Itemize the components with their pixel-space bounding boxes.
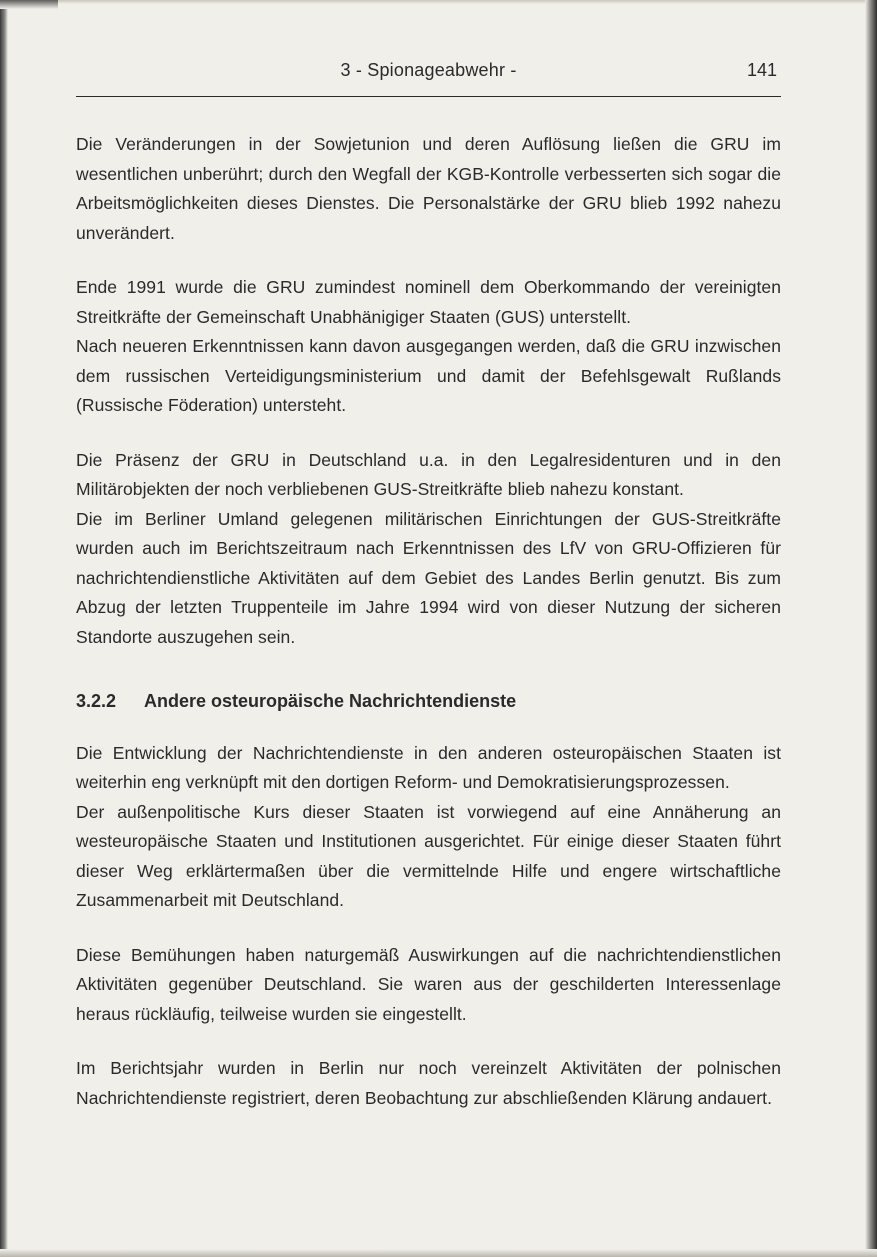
page-body bbox=[76, 130, 781, 1113]
paragraph: Nach neueren Erkenntnissen kann davon ausgegangen werden, daß die GRU inzwischen dem russischen Verteidigungsministerium und damit der Befehlsgewalt Rußlands (Russische Föderation) untersteht. bbox=[76, 336, 781, 415]
paragraph: Diese Bemühungen haben naturgemäß Auswirkungen auf die nachrichtendienstlichen Aktivitäten gegenüber Deutschland. Sie waren aus der geschilderten Interessenlage heraus rückläufig, teilweise wurden sie eingestellt. bbox=[76, 944, 781, 1024]
scan-edge-left bbox=[0, 0, 8, 1257]
paragraph: Die Veränderungen in der Sowjetunion und deren Auflösung ließen die GRU im wesentlichen unberührt; durch den Wegfall der KGB-Kontrolle verbesserten sich sogar die Arbeitsmöglichkeiten dieses Dienstes. Die Personalstärke der GRU blieb 1992 nahezu unverändert. bbox=[76, 134, 781, 243]
section-title: Andere osteuropäische Nachrichtendienste bbox=[144, 691, 517, 711]
page-header bbox=[76, 56, 781, 88]
paragraph: Der außenpolitische Kurs dieser Staaten ist vorwiegend auf eine Annäherung an westeuropäische Staaten und Institutionen ausgerichtet. Für einige dieser Staaten führt dieser Weg erklärtermaßen über die vermittelnde Hilfe und engere wirtschaftliche Zusammenarbeit mit Deutschland. bbox=[76, 801, 781, 910]
paragraph: Die Präsenz der GRU in Deutschland u.a. in den Legalresidenturen und in den Militärobjekten der noch verbliebenen GUS-Streitkräfte blieb nahezu konstant. bbox=[76, 449, 781, 499]
paragraph: Die Entwicklung der Nachrichtendienste in den anderen osteuropäischen Staaten ist weiterhin eng verknüpft mit den dortigen Reform- und Demokratisierungsprozessen. bbox=[76, 742, 781, 792]
paragraph: Im Berichtsjahr wurden in Berlin nur noch vereinzelt Aktivitäten der polnischen Nachrichtendienste registriert, deren Beobachtung zur abschließenden Klärung andauert. bbox=[76, 1058, 781, 1108]
section-number: 3.2.2 bbox=[76, 691, 117, 711]
section-heading bbox=[76, 687, 781, 717]
scan-edge-top bbox=[0, 0, 877, 4]
page-number: 141 bbox=[746, 60, 777, 80]
scan-corner-mark bbox=[0, 0, 58, 9]
paragraph: Die im Berliner Umland gelegenen militärischen Einrichtungen der GUS-Streitkräfte wurden auch im Berichtszeitraum nach Erkenntnissen des LfV von GRU-Offizieren für nachrichtendienstliche Aktivitäten auf dem Gebiet des Landes Berlin genutzt. Bis zum Abzug der letzten Truppenteile im Jahre 1994 wird von dieser Nutzung der sicheren Standorte auszugehen sein. bbox=[76, 508, 781, 647]
scan-edge-right bbox=[865, 0, 877, 1257]
header-divider bbox=[76, 96, 781, 97]
paragraph: Ende 1991 wurde die GRU zumindest nominell dem Oberkommando der vereinigten Streitkräfte der Gemeinschaft Unabhänigiger Staaten (GUS) unterstellt. bbox=[76, 277, 781, 327]
scan-edge-bottom bbox=[0, 1249, 877, 1257]
running-head: 3 - Spionageabwehr - bbox=[340, 60, 517, 80]
